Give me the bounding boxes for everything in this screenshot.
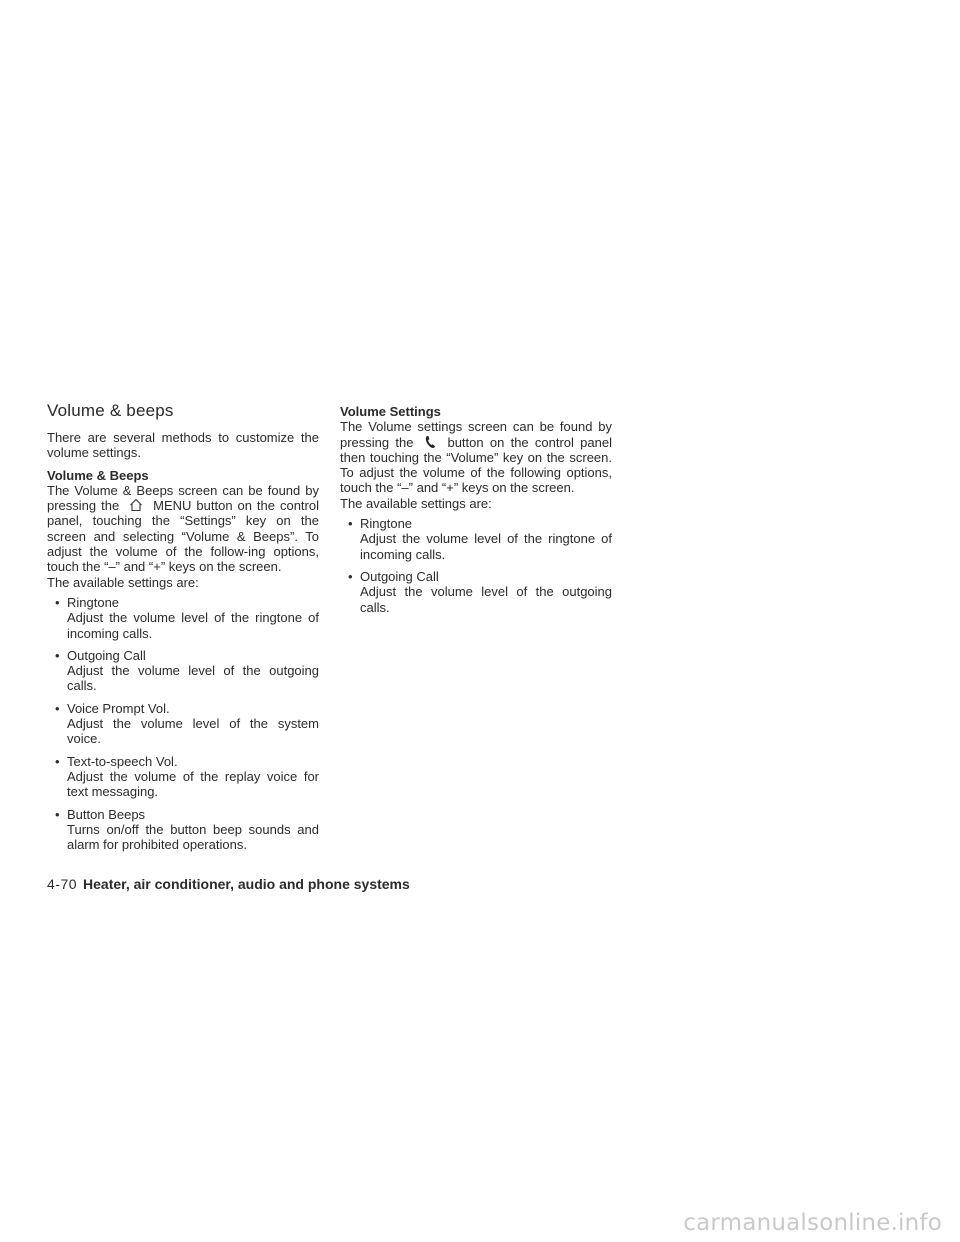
item-description: Adjust the volume level of the system voice. [67,716,319,747]
bullet: • [348,516,353,532]
section-heading: Volume & beeps [47,401,174,420]
intro-paragraph: There are several methods to customize the volume settings. [47,430,319,461]
list-item [348,568,612,615]
subheading-volume-settings: Volume Settings [340,404,441,419]
item-description: Adjust the volume of the replay voice for text messaging. [67,768,319,800]
para-text-before-icon: The Volume settings screen can be found by pressing the [340,419,612,450]
item-description: Adjust the volume level of the outgoing calls. [360,584,612,615]
para-text-before-icon: The Volume & Beeps screen can be found by pressing the [47,482,319,514]
item-description: Adjust the volume level of the outgoing calls. [67,663,319,694]
bullet: • [55,647,60,663]
list-item [55,806,319,853]
left-column [47,400,319,859]
list-item [55,647,319,694]
item-title: Voice Prompt Vol. [67,700,170,716]
page-footer [47,876,410,892]
volume-beeps-paragraph [47,483,319,575]
para-text-after-icon: button on the control panel then touching the “Volume” key on the screen. To adjust the volume of the following options, touch the “–” and “+” keys on the screen. [340,434,612,496]
bullet: • [55,806,60,822]
settings-list [340,516,612,615]
item-description: Adjust the volume level of the ringtone of incoming calls. [67,610,319,641]
volume-settings-paragraph [340,419,612,495]
right-column [340,404,612,622]
list-item [348,516,612,562]
watermark: carmanualsonline.info [683,1210,942,1236]
item-title: Ringtone [67,594,120,610]
item-title: Outgoing Call [360,568,439,584]
bullet: • [55,753,60,769]
item-description: Adjust the volume level of the ringtone of incoming calls. [360,531,612,562]
bullet: • [55,594,60,610]
settings-list [47,595,319,852]
item-description: Turns on/off the button beep sounds and alarm for prohibited operations. [67,821,319,853]
bullet: • [55,700,60,716]
available-settings-text: The available settings are: [340,495,492,511]
subheading-volume-beeps: Volume & Beeps [47,467,149,483]
item-title: Text-to-speech Vol. [67,753,178,769]
chapter-title: Heater, air conditioner, audio and phone systems [83,876,410,892]
item-title: Outgoing Call [67,647,146,663]
item-title: Button Beeps [67,806,146,822]
home-icon [119,498,153,512]
bullet: • [348,568,353,584]
phone-icon [413,435,447,449]
list-item [55,594,319,641]
page-number: 4-70 [47,876,78,892]
available-settings-text: The available settings are: [47,574,199,590]
list-item [55,753,319,800]
item-title: Ringtone [360,516,413,532]
para-text-after-icon: MENU button on the control panel, touching the “Settings” key on the screen and selecting “Volume & Beeps”. To adjust the volume of the follow-ing options, touch the “–” and “+” keys on the screen. [47,498,319,575]
list-item [55,700,319,747]
